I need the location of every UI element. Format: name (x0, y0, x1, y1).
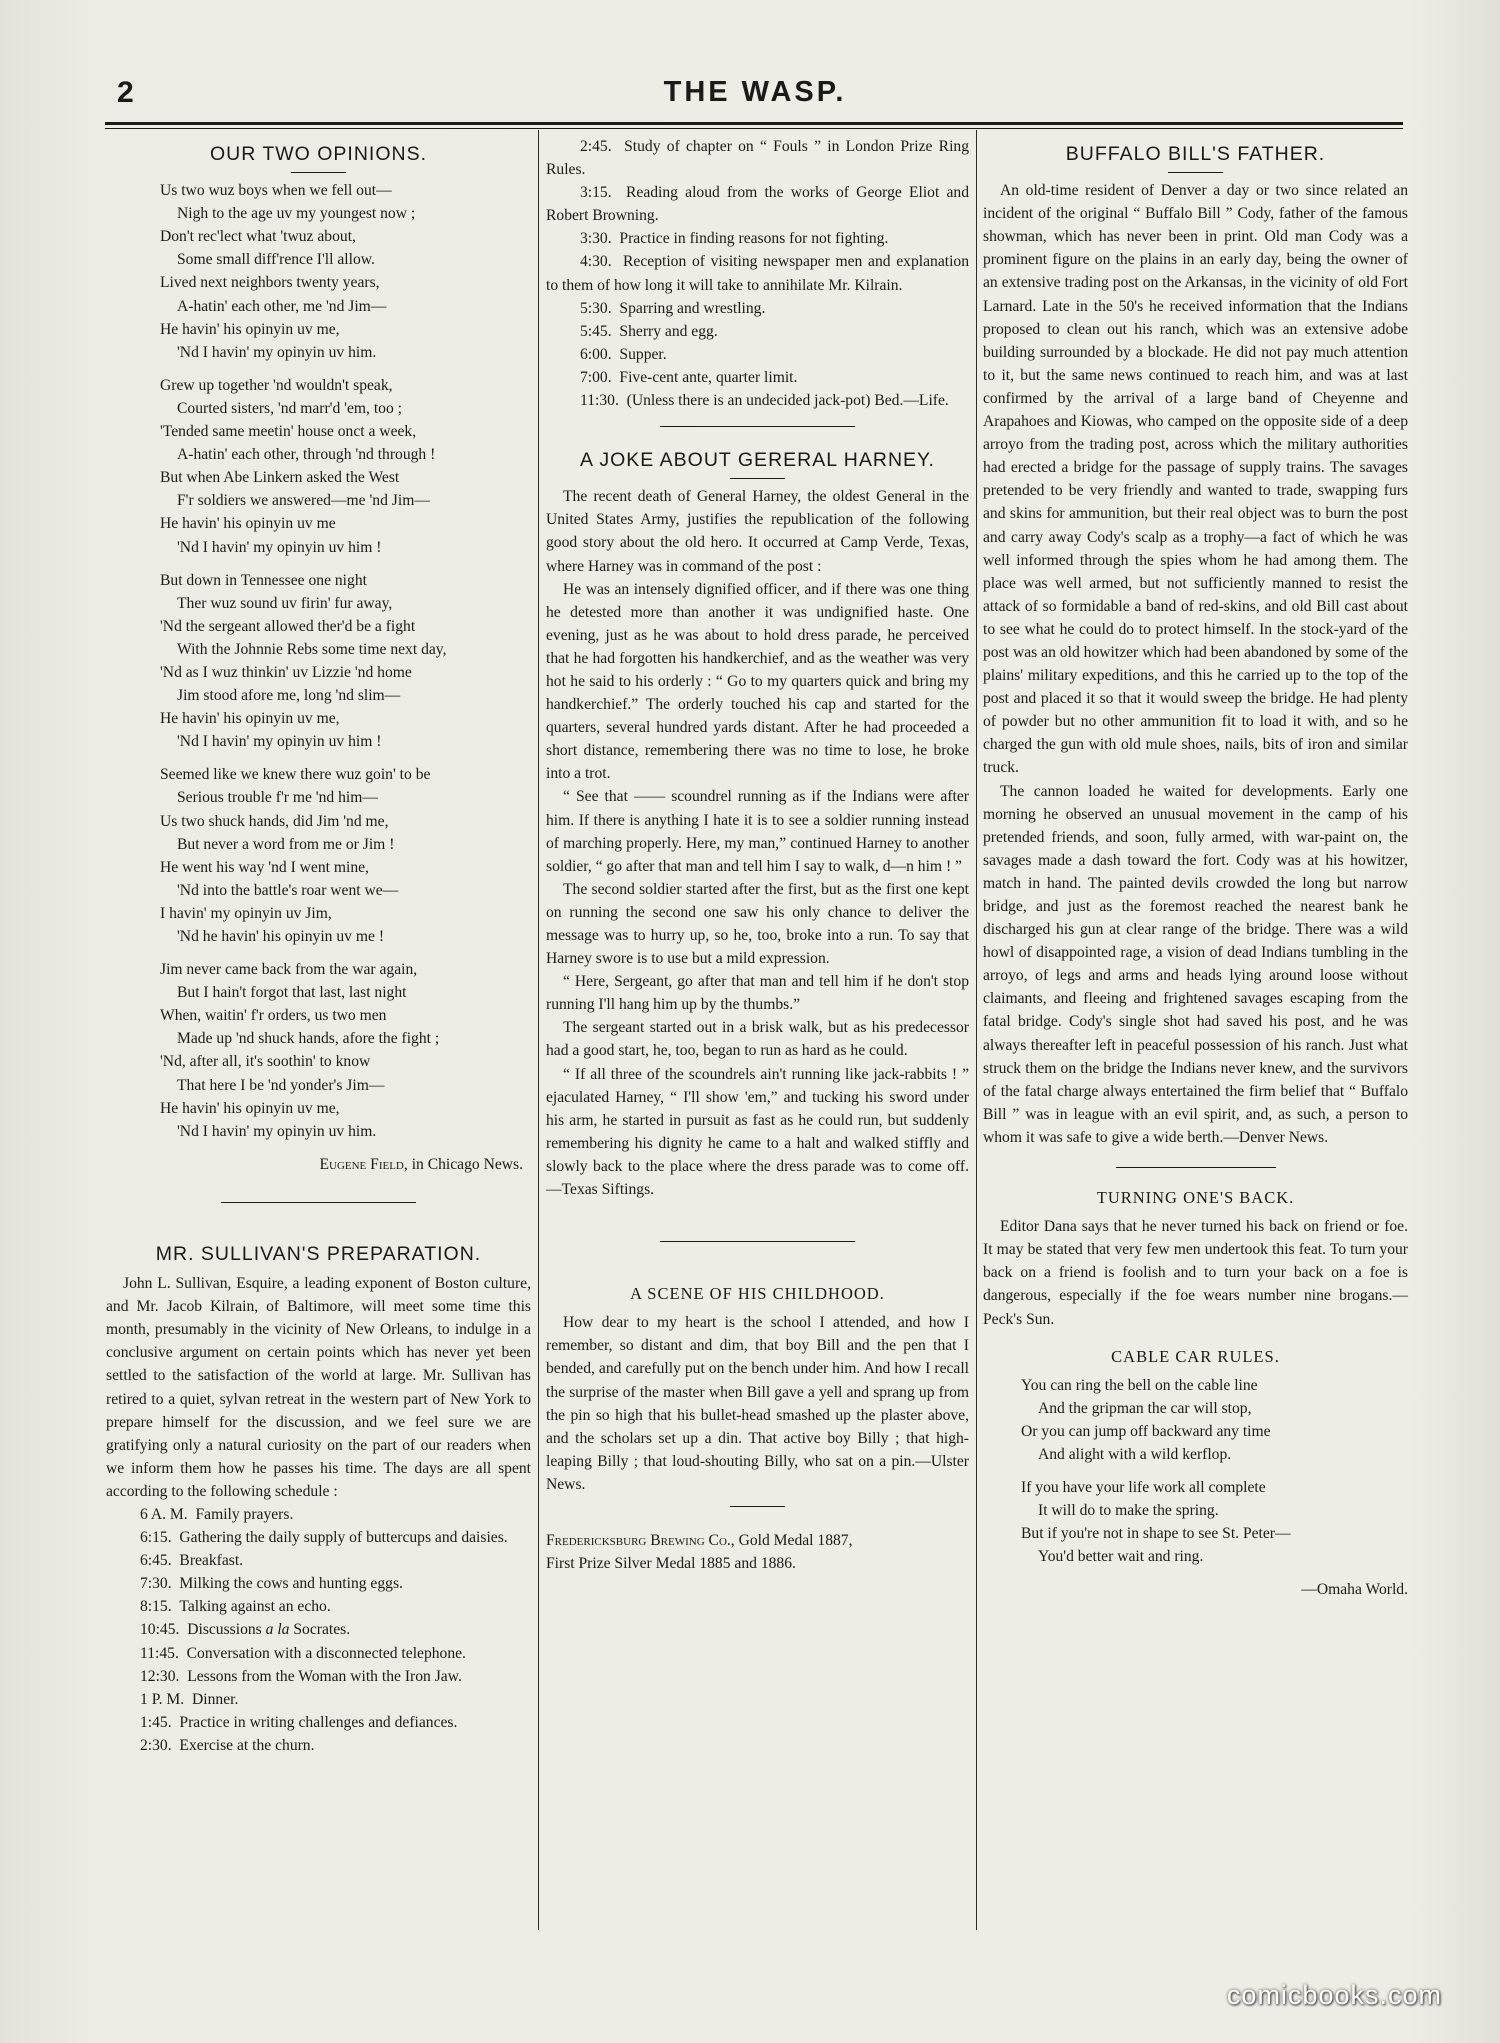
poem-line: And the gripman the car will stop, (1038, 1399, 1252, 1417)
header-rule (105, 122, 1403, 125)
section-divider (660, 1241, 855, 1242)
poem-line: He havin' his opinyin uv me, (160, 320, 340, 338)
schedule-entry (106, 1503, 531, 1526)
ad-text-line1: , Gold Medal 1887, (730, 1531, 853, 1549)
schedule-time: 10:45. (140, 1621, 180, 1639)
poem-line: Serious trouble f'r me 'nd him— (177, 789, 378, 807)
sullivan-intro: John L. Sullivan, Esquire, a leading exponent of Boston culture, and Mr. Jacob Kilrain, of Baltimore, will meet some time this month, presumably in the vicinity of New Orleans, to indulge in a conclusive argument on certain points which has never yet been settled to the satisfaction of the world at large. Mr. Sullivan has retired to a quiet, sylvan retreat in the western part of New York to prepare himself for the discussion, and we feel sure we are gratifying only a natural curiosity on the part of our readers when we inform them how he passes his time. The days are all spent according to the following schedule : (106, 1275, 531, 1500)
advertisement (546, 1529, 969, 1575)
article-paragraph: “ Here, Sergeant, go after that man and tell him if he don't stop running I'll hang him up by the thumbs.” (546, 973, 969, 1014)
poem-line: 'Nd I havin' my opinyin uv him ! (177, 538, 382, 556)
buffalo-article-body (983, 179, 1408, 1149)
sullivan-schedule (106, 1503, 531, 1757)
poem-line: He went his way 'nd I went mine, (160, 858, 369, 876)
sullivan-schedule-continued (546, 135, 969, 412)
schedule-time: 11:45. (140, 1644, 179, 1662)
poem-line: You'd better wait and ring. (1038, 1548, 1204, 1566)
poem-line: 'Nd into the battle's roar went we— (177, 881, 399, 899)
schedule-entry (546, 297, 969, 320)
schedule-time: 5:30. (580, 299, 612, 317)
title-underline (1168, 172, 1223, 173)
poem-line: 'Nd, after all, it's soothin' to know (160, 1053, 371, 1071)
page-number: 2 (117, 76, 134, 109)
poem-line: F'r soldiers we answered—me 'nd Jim— (177, 492, 430, 510)
schedule-entry (106, 1711, 531, 1734)
article-title-our-two-opinions: OUR TWO OPINIONS. (209, 143, 428, 165)
title-underline (730, 478, 785, 479)
schedule-text: Study of chapter on “ Fouls ” in London Prize Ring Rules. (546, 138, 969, 179)
schedule-time: 7:30. (140, 1575, 172, 1593)
title-underline (291, 172, 346, 173)
schedule-text: Practice in writing challenges and defiances. (179, 1713, 458, 1731)
section-divider (1116, 1167, 1276, 1168)
poem-line: 'Nd I havin' my opinyin uv him. (177, 1122, 377, 1140)
schedule-entry (106, 1665, 531, 1688)
poem-line: If you have your life work all complete (1021, 1479, 1266, 1497)
watermark: comicbooks.com (1226, 1980, 1442, 2010)
article-title-sullivan: MR. SULLIVAN'S PREPARATION. (155, 1242, 482, 1265)
schedule-entry (106, 1595, 531, 1618)
poem-line: Us two shuck hands, did Jim 'nd me, (160, 812, 389, 830)
schedule-time: 3:30. (580, 230, 612, 248)
poem-line: It will do to make the spring. (1038, 1502, 1219, 1520)
article-paragraph: An old-time resident of Denver a day or two since related an incident of the original “ Buffalo Bill ” Cody, father of the famous showman, which has never been in print. Old man Cody was a prominent figure on the plains in an early day, being the owner of an extensive trading post on the Arkansas, in the vicinity of old Fort Larnard. Late in the 50's he received information that the Indians proposed to clean out his ranch, which was an extensive adobe building surrounded by a blockade. He did not pay much attention to it, but the same news continued to reach him, and was at last confirmed by the arrival of a large band of Cheyenne and Arapahoes and Kiowas, who camped on the opposite side of a deep arroyo from the trading post, across which the military authorities had erected a bridge for the passage of supply trains. The savages pretended to be very friendly and wanted to trade, swapping furs and skins for ammunition, but their real object was to burn the post and carry away Cody's scalp as a trophy—a fact of which he was well informed through the spies whom he had among them. The place was well armed, but not sufficiently manned to resist the attack of so formidable a band of red-skins, and old Bill cast about to see what he could do to protect himself. In the stock-yard of the post was an old howitzer which had been abandoned by some of the plains' military expeditions, and this he carried up to the top of the post and placed it so that it would sweep the bridge. He had plenty of powder but no other ammunition fit to load it with, and so he charged the gun with old mule shoes, nails, bits of iron and similar truck. (983, 182, 1408, 777)
poem-stanza (160, 569, 531, 754)
poem-line: Us two wuz boys when we fell out— (160, 182, 392, 200)
column-1 (106, 135, 531, 1757)
schedule-time: 6:45. (140, 1552, 172, 1570)
schedule-text: Lessons from the Woman with the Iron Jaw. (187, 1667, 462, 1685)
poem-line: But I hain't forgot that last, last night (177, 984, 407, 1002)
schedule-time: 6:15. (140, 1529, 172, 1547)
column-2 (546, 135, 969, 1575)
article-paragraph: “ If all three of the scoundrels ain't running like jack-rabbits ! ” ejaculated Harney, “ I'll show 'em,” and tucking his sword under his arm, he started in pursuit as fast as he could run, but suddenly remembering his dignity he came to a halt and walked stiffly and slowly back to the place where the dress parade was to come off. —Texas Siftings. (546, 1065, 969, 1199)
schedule-entry (106, 1642, 531, 1665)
poem-line: With the Johnnie Rebs some time next day, (177, 640, 447, 658)
poem-line: He havin' his opinyin uv me, (160, 1099, 340, 1117)
poem-line: 'Nd the sergeant allowed ther'd be a fight (160, 617, 416, 635)
section-divider (730, 1506, 785, 1507)
poem-line: Jim stood afore me, long 'nd slim— (177, 687, 401, 705)
poem-line: He havin' his opinyin uv me, (160, 710, 340, 728)
poem-line: Courted sisters, 'nd marr'd 'em, too ; (177, 399, 402, 417)
poem-stanza (160, 958, 531, 1143)
schedule-text: Milking the cows and hunting eggs. (179, 1575, 403, 1593)
schedule-text: Five-cent ante, quarter limit. (619, 368, 798, 386)
turning-body: Editor Dana says that he never turned his back on friend or foe. It may be stated that very few men undertook this feat. To turn your back on a friend is foolish and to turn your back on a foe is dangerous, especially if the foe wears number nine brogans.—Peck's Sun. (983, 1218, 1408, 1328)
cable-credit: —Omaha World. (1301, 1581, 1408, 1599)
schedule-text: Discussions a la Socrates. (187, 1621, 351, 1639)
poem-line: But never a word from me or Jim ! (177, 835, 395, 853)
schedule-entry (106, 1734, 531, 1757)
signature-source: , in Chicago News. (403, 1155, 523, 1173)
schedule-text: Family prayers. (195, 1505, 294, 1523)
schedule-time: 5:45. (580, 322, 612, 340)
article-title-cable-car: CABLE CAR RULES. (1111, 1346, 1280, 1366)
poem-cable-car-rules (1021, 1374, 1408, 1569)
poem-line: A-hatin' each other, me 'nd Jim— (177, 297, 387, 315)
schedule-text: Dinner. (192, 1690, 239, 1708)
poem-stanza (160, 763, 531, 948)
poem-line: That here I be 'nd yonder's Jim— (177, 1076, 385, 1094)
schedule-time: 6 A. M. (140, 1505, 188, 1523)
poem-line: 'Nd I havin' my opinyin uv him. (177, 343, 377, 361)
page-header (105, 70, 1405, 120)
schedule-entry (546, 181, 969, 227)
article-paragraph: The sergeant started out in a brisk walk, but as his predecessor had a good start, he, too, began to run as hard as he could. (546, 1019, 969, 1060)
header-rule-thin (105, 128, 1403, 129)
schedule-time: 6:00. (580, 345, 612, 363)
poem-line: But when Abe Linkern asked the West (160, 469, 400, 487)
poem-line: Don't rec'lect what 'twuz about, (160, 228, 356, 246)
poem-line: Or you can jump off backward any time (1021, 1422, 1271, 1440)
schedule-text: Breakfast. (179, 1552, 244, 1570)
poem-line: But if you're not in shape to see St. Peter— (1021, 1525, 1291, 1543)
poem-line: Grew up together 'nd wouldn't speak, (160, 376, 393, 394)
poem-line: 'Tended same meetin' house onct a week, (160, 423, 417, 441)
ad-text-line2: First Prize Silver Medal 1885 and 1886. (546, 1555, 796, 1573)
harney-article-body (546, 485, 969, 1201)
schedule-text: Reading aloud from the works of George Eliot and Robert Browning. (546, 184, 969, 225)
poem-line: Some small diff'rence I'll allow. (177, 251, 375, 269)
schedule-time: 11:30. (580, 392, 619, 410)
poem-stanza (160, 179, 531, 364)
poem-stanza (160, 374, 531, 559)
article-title-buffalo-bill: BUFFALO BILL'S FATHER. (1065, 143, 1326, 165)
poem-line: Made up 'nd shuck hands, afore the fight ; (177, 1030, 440, 1048)
schedule-entry (546, 250, 969, 296)
schedule-text: Exercise at the churn. (179, 1736, 315, 1754)
schedule-time: 3:15. (580, 184, 612, 202)
schedule-entry (106, 1526, 531, 1549)
poem-line: A-hatin' each other, through 'nd through ! (177, 446, 436, 464)
schedule-entry (546, 389, 969, 412)
column-divider-2 (976, 130, 977, 1930)
poem-line: When, waitin' f'r orders, us two men (160, 1007, 387, 1025)
poem-line: Lived next neighbors twenty years, (160, 274, 380, 292)
poem-line: Jim never came back from the war again, (160, 961, 418, 979)
article-paragraph: “ See that —— scoundrel running as if the Indians were after him. If there is anything I hate it is to see a soldier running instead of marching properly. Here, my man,” continued Harney to another soldier, “ go after that man and tell him I say to walk, d—n him ! ” (546, 788, 969, 875)
poem-line: 'Nd he havin' his opinyin uv me ! (177, 928, 385, 945)
ad-company: Fredericksburg Brewing Co. (546, 1531, 731, 1549)
poem-line: And alight with a wild kerflop. (1038, 1445, 1232, 1463)
schedule-text: Sherry and egg. (619, 322, 718, 340)
schedule-time: 8:15. (140, 1598, 172, 1616)
poem-line: You can ring the bell on the cable line (1021, 1376, 1258, 1394)
masthead: THE WASP. (663, 76, 847, 108)
article-paragraph: The cannon loaded he waited for developments. Early one morning he observed an unusual movement in the camp of his pretended friends, and soon, fully armed, with war-paint on, the savages made a dash toward the fort. Cody was at his howitzer, match in hand. The painted devils crowded the long but narrow bridge, and just as the foremost reached the nearest bank he discharged his gun at clear range of the bridge. There was a wild howl of disappointed rage, a vision of dead Indians tumbling in the arroyo, of legs and arms and heads lying around loose without claimants, and fleeing and frightened savages escaping from the fatal bridge. Cody's single shot had saved his post, and he was always thereafter left in peaceful possession of his ranch. Just what struck them on the bridge the Indians never knew, and the survivors of the fatal charge always entertained the firm belief that “ Buffalo Bill ” was in league with an evil spirit, and, as such, a person to whom it was safe to give a wide berth.—Denver News. (983, 782, 1408, 1146)
poem-signature (106, 1153, 531, 1176)
section-divider (221, 1202, 416, 1203)
poem-line: Seemed like we knew there wuz goin' to be (160, 766, 431, 784)
schedule-entry (106, 1572, 531, 1595)
schedule-entry (546, 320, 969, 343)
schedule-time: 2:30. (140, 1736, 172, 1754)
section-divider (660, 426, 855, 427)
schedule-text: Sparring and wrestling. (619, 299, 766, 317)
schedule-entry (106, 1688, 531, 1711)
poem-line: Nigh to the age uv my youngest now ; (177, 205, 416, 223)
schedule-entry (106, 1549, 531, 1572)
article-title-harney: A JOKE ABOUT GERERAL HARNEY. (580, 449, 935, 472)
schedule-entry (546, 366, 969, 389)
schedule-entry (546, 227, 969, 250)
column-divider-1 (538, 130, 539, 1930)
poem-line: 'Nd as I wuz thinkin' uv Lizzie 'nd home (160, 663, 412, 681)
poem-line: He havin' his opinyin uv me (160, 515, 336, 533)
article-paragraph: The second soldier started after the first, but as the first one kept on running the second one saw his only chance to deliver the message was to hurry up, so he, too, broke into a run. To say that Harney swore is to use but a mild expression. (546, 880, 969, 968)
schedule-text: Conversation with a disconnected telephone. (186, 1644, 466, 1662)
poem-line: 'Nd I havin' my opinyin uv him ! (177, 733, 382, 751)
poem-stanza (1021, 1476, 1408, 1568)
schedule-text: Supper. (619, 345, 667, 363)
schedule-text: (Unless there is an undecided jack-pot) Bed.—Life. (626, 392, 949, 410)
schedule-time: 12:30. (140, 1667, 180, 1685)
schedule-time: 2:45. (580, 138, 612, 155)
schedule-time: 1:45. (140, 1713, 172, 1731)
schedule-entry (106, 1618, 531, 1641)
schedule-time: 1 P. M. (140, 1690, 185, 1708)
article-title-turning: TURNING ONE'S BACK. (1096, 1188, 1295, 1208)
poem-our-two-opinions (160, 179, 531, 1143)
schedule-time: 4:30. (580, 253, 612, 271)
signature-author: Eugene Field (319, 1155, 404, 1173)
schedule-text: Talking against an echo. (179, 1598, 331, 1616)
article-paragraph: The recent death of General Harney, the oldest General in the United States Army, justifies the republication of the following good story about the old hero. It occurred at Camp Verde, Texas, where Harney was in command of the post : (546, 488, 969, 575)
poem-line: But down in Tennessee one night (160, 571, 367, 589)
schedule-entry (546, 343, 969, 366)
article-paragraph: He was an intensely dignified officer, and if there was one thing he detested more than another it was undignified haste. One evening, just as he was about to hold dress parade, he perceived that he had forgotten his handkerchief, and as the weather was very hot he said to his orderly : “ Go to my quarters quick and bring my handkerchief.” The orderly touched his cap and started for the quarters, several hundred yards distant. After he had proceeded a short distance, remembering there was no time to lose, he broke into a trot. (546, 580, 969, 783)
poem-line: I havin' my opinyin uv Jim, (160, 904, 332, 922)
schedule-text: Gathering the daily supply of buttercups and daisies. (179, 1529, 508, 1547)
schedule-text: Reception of visiting newspaper men and explanation to them of how long it will take to annihilate Mr. Kilrain. (546, 253, 969, 294)
schedule-time: 7:00. (580, 368, 612, 386)
poem-line: Ther wuz sound uv firin' fur away, (177, 594, 393, 612)
schedule-text: Practice in finding reasons for not fighting. (619, 230, 889, 248)
column-3 (983, 135, 1408, 1602)
childhood-body: How dear to my heart is the school I attended, and how I remember, so distant and dim, that boy Bill and the pen that I bended, and carefully put on the bench under him. And how I recall the surprise of the master when Bill gave a yell and sprang up from the pin so high that his bullet-head smashed up the plaster above, and the scholars set up a din. That active boy Billy ; that high-leaping Billy ; that loud-shouting Billy, who sat on a pin.—Ulster News. (546, 1314, 969, 1493)
poem-stanza (1021, 1374, 1408, 1466)
article-title-childhood: A SCENE OF HIS CHILDHOOD. (630, 1284, 885, 1304)
schedule-entry (546, 135, 969, 181)
